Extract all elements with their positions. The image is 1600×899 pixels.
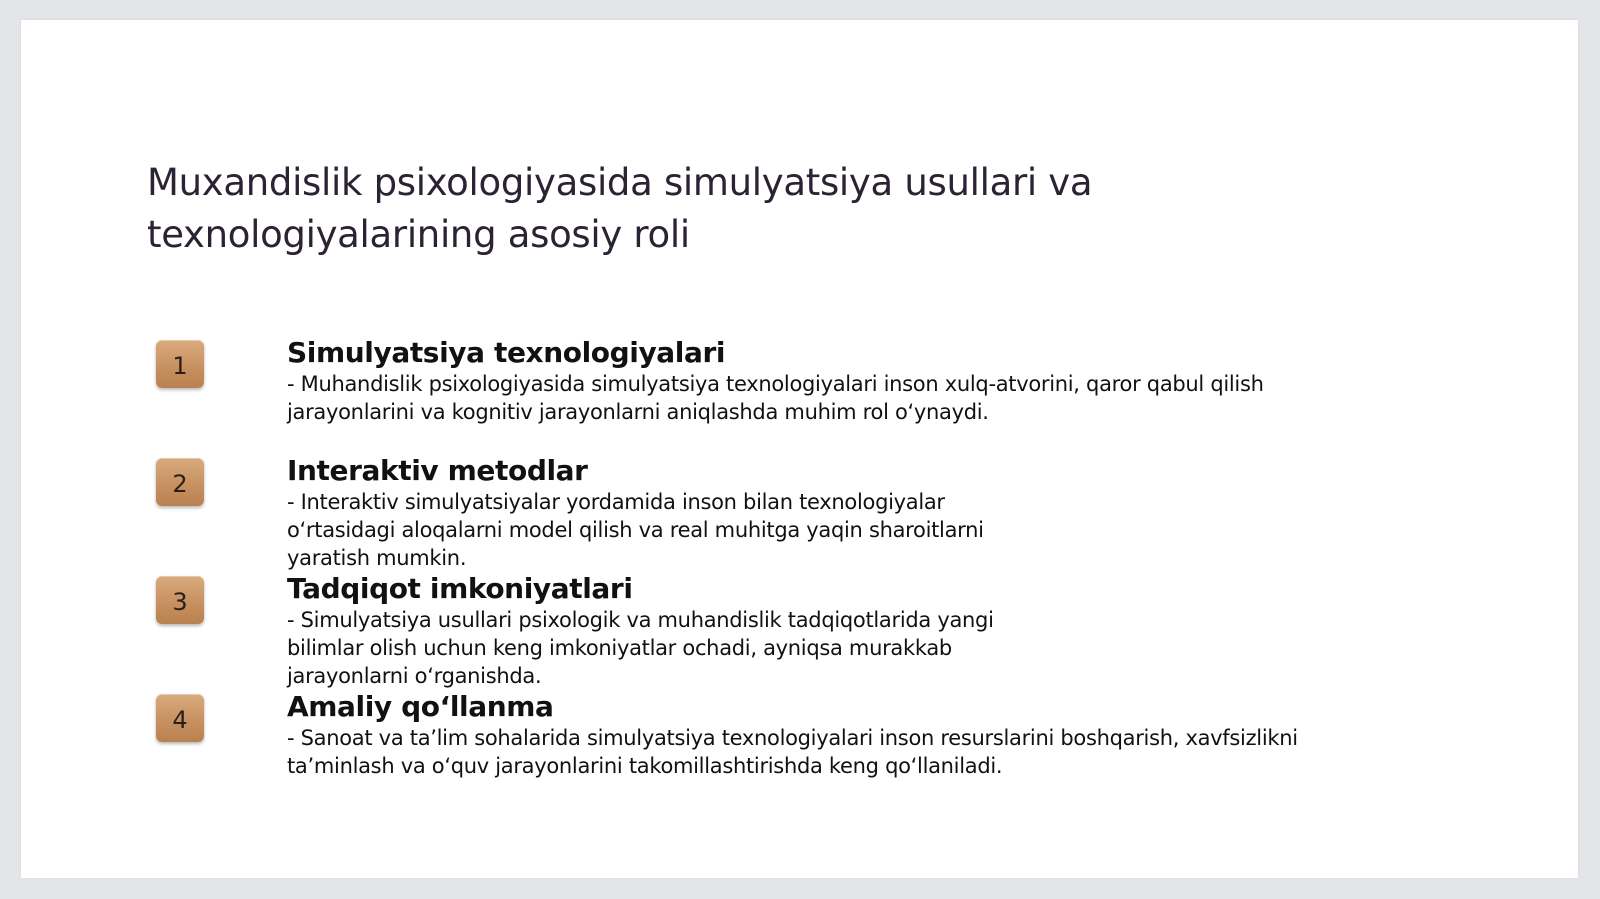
item-heading-1: Simulyatsiya texnologiyalari	[287, 336, 726, 369]
item-heading-2: Interaktiv metodlar	[287, 454, 588, 487]
list-item-1	[287, 336, 1264, 426]
item-description-2: - Interaktiv simulyatsiyalar yordamida inson bilan texnologiyalar o‘rtasidagi aloqalarni model qilish va real muhitga yaqin sharoitlarni yaratish mumkin.	[287, 490, 984, 570]
item-heading-3: Tadqiqot imkoniyatlari	[287, 572, 633, 605]
number-badge-2: 2	[156, 458, 204, 506]
item-description-3: - Simulyatsiya usullari psixologik va muhandislik tadqiqotlarida yangi bilimlar olish uchun keng imkoniyatlar ochadi, ayniqsa murakkab jarayonlarni o‘rganishda.	[287, 608, 994, 688]
number-badge-4: 4	[156, 694, 204, 742]
item-description-1: - Muhandislik psixologiyasida simulyatsiya texnologiyalari inson xulq-atvorini, qaror qabul qilish jarayonlarini va kognitiv jarayonlarni aniqlashda muhim rol o‘ynaydi.	[287, 372, 1264, 424]
number-badge-3: 3	[156, 576, 204, 624]
list-item-2	[287, 454, 984, 572]
number-badge-1: 1	[156, 340, 204, 388]
item-heading-4: Amaliy qo‘llanma	[287, 690, 554, 723]
slide	[21, 20, 1578, 878]
list-item-4	[287, 690, 1298, 780]
item-list	[21, 20, 1578, 878]
item-description-4: - Sanoat va ta’lim sohalarida simulyatsiya texnologiyalari inson resurslarini boshqarish, xavfsizlikni ta’minlash va o‘quv jarayonlarini takomillashtirishda keng qo‘llaniladi.	[287, 726, 1298, 778]
list-item-3	[287, 572, 994, 690]
slide-title: Muxandislik psixologiyasida simulyatsiya usullari va texnologiyalarining asosiy roli	[147, 161, 1093, 256]
